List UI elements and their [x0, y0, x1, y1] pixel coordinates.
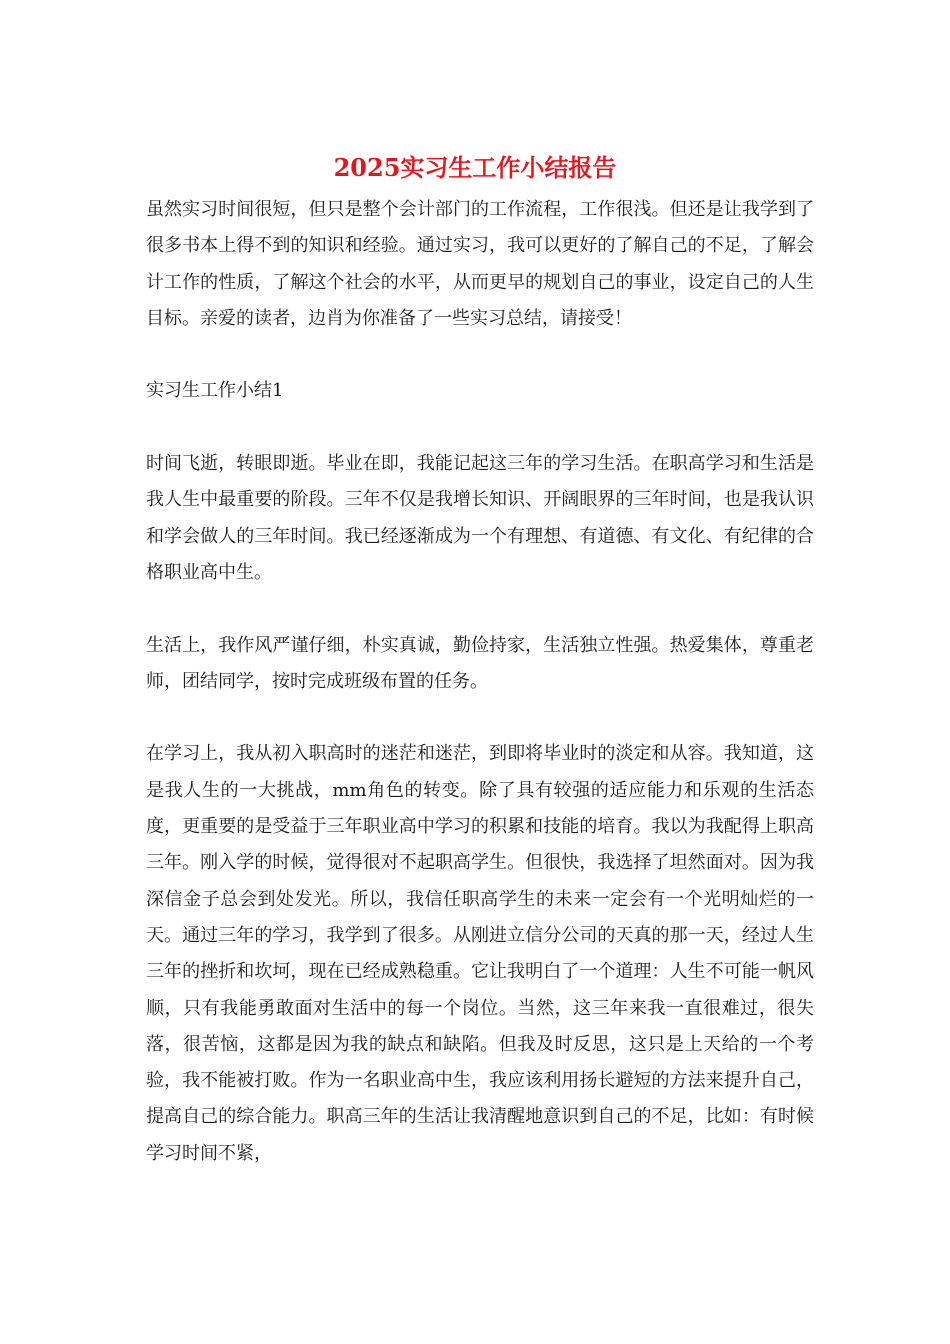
section-heading: 实习生工作小结1: [146, 380, 284, 402]
body-paragraph: 时间飞逝，转眼即逝。毕业在即，我能记起这三年的学习生活。在职高学习和生活是我人生中最重要的阶段。三年不仅是我增长知识、开阔眼界的三年时间，也是我认识和学会做人的三年时间。我已经逐渐成为一个有理想、有道德、有文化、有纪律的合格职业高中生。: [146, 453, 814, 583]
document-body: [146, 192, 814, 1172]
intro-paragraph: 虽然实习时间很短，但只是整个会计部门的工作流程，工作很浅。但还是让我学到了很多书本上得不到的知识和经验。通过实习，我可以更好的了解自己的不足，了解会计工作的性质，了解这个社会的水平，从而更早的规划自己的事业，设定自己的人生目标。亲爱的读者，边肖为你准备了一些实习总结，请接受！: [146, 199, 814, 329]
body-paragraph: 生活上，我作风严谨仔细，朴实真诚，勤俭持家，生活独立性强。热爱集体，尊重老师，团结同学，按时完成班级布置的任务。: [146, 634, 814, 692]
body-paragraph: 在学习上，我从初入职高时的迷茫和迷茫，到即将毕业时的淡定和从容。我知道，这是我人生的一大挑战，mm角色的转变。除了具有较强的适应能力和乐观的生活态度，更重要的是受益于三年职业高中学习的积累和技能的培育。我以为我配得上职高三年。刚入学的时候，觉得很对不起职高学生。但很快，我选择了坦然面对。因为我深信金子总会到处发光。所以，我信任职高学生的未来一定会有一个光明灿烂的一天。通过三年的学习，我学到了很多。从刚进立信分公司的天真的那一天，经过人生三年的挫折和坎坷，现在已经成熟稳重。它让我明白了一个道理：人生不可能一帆风顺，只有我能勇敢面对生活中的每一个岗位。当然，这三年来我一直很难过，很失落，很苦恼，这都是因为我的缺点和缺陷。但我及时反思，这只是上天给的一个考验，我不能被打败。作为一名职业高中生，我应该利用扬长避短的方法来提升自己，提高自己的综合能力。职高三年的生活让我清醒地意识到自己的不足，比如：有时候学习时间不紧，: [146, 743, 814, 1164]
document-title: 2025实习生工作小结报告: [333, 153, 617, 182]
